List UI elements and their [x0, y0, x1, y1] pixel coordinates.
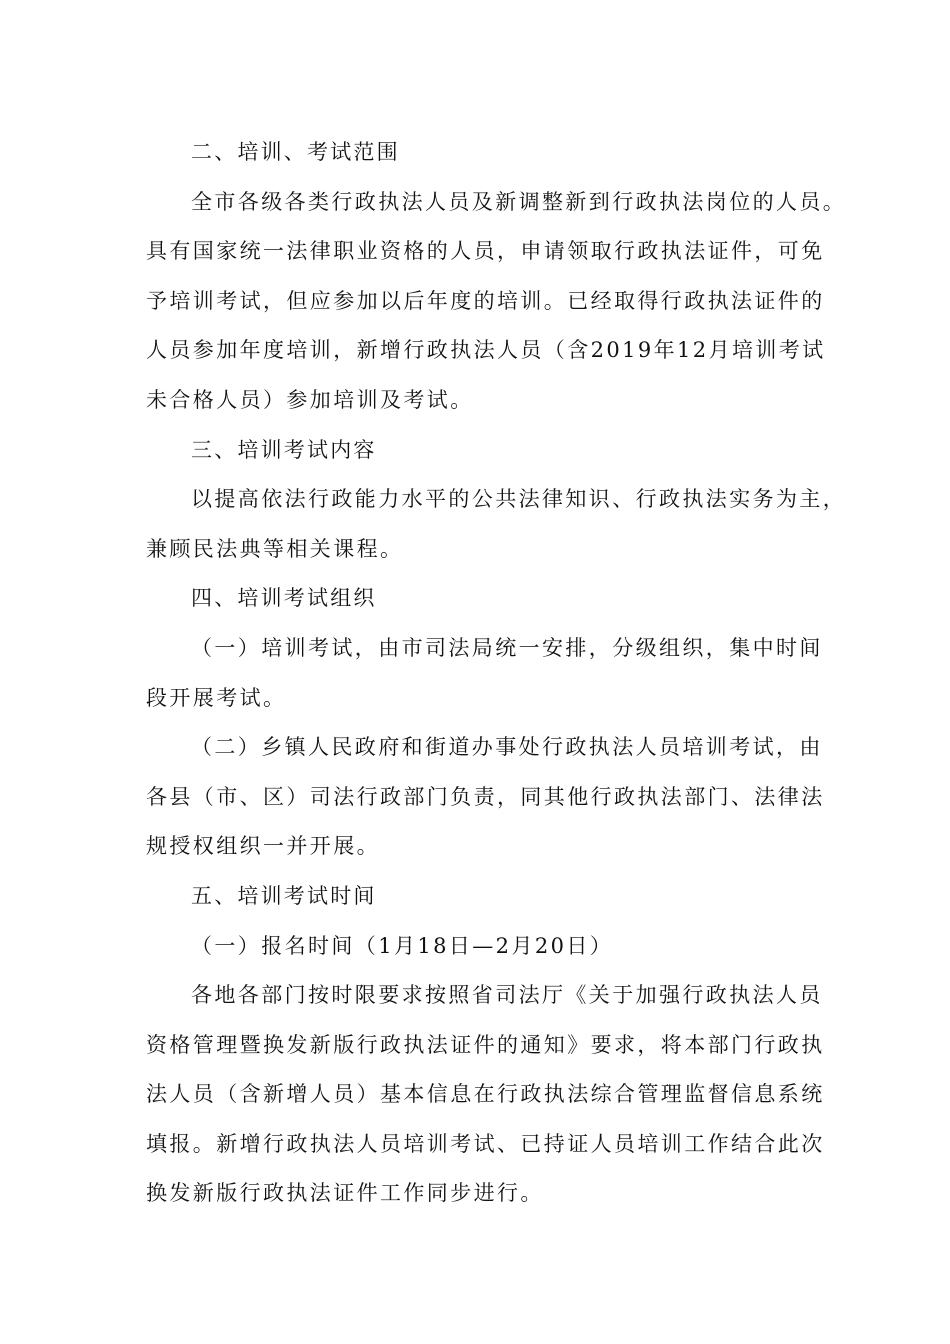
paragraph-line: （二）乡镇人民政府和街道办事处行政执法人员培训考试，由	[191, 735, 823, 760]
paragraph-line: 人员参加年度培训，新增行政执法人员（含2019年12月培训考试	[146, 338, 826, 363]
paragraph-line: 未合格人员）参加培训及考试。	[146, 387, 474, 412]
paragraph-line: 予培训考试，但应参加以后年度的培训。已经取得行政执法证件的	[146, 288, 825, 313]
subheading-line: （一）报名时间（1月18日—2月20日）	[191, 933, 614, 958]
section-heading-5: 五、培训考试时间	[191, 883, 377, 908]
paragraph-line: 换发新版行政执法证件工作同步进行。	[146, 1181, 544, 1206]
section-heading-2: 二、培训、考试范围	[191, 140, 400, 164]
paragraph-line: 段开展考试。	[146, 685, 287, 710]
paragraph-line: 规授权组织一并开展。	[146, 834, 380, 859]
paragraph-line: 填报。新增行政执法人员培训考试、已持证人员培训工作结合此次	[146, 1131, 825, 1156]
paragraph-line: 资格管理暨换发新版行政执法证件的通知》要求，将本部门行政执	[146, 1032, 825, 1057]
paragraph-line: （一）培训考试，由市司法局统一安排，分级组织，集中时间	[191, 635, 823, 660]
document-body	[146, 128, 847, 1219]
section-heading-4: 四、培训考试组织	[191, 586, 377, 611]
section-heading-3: 三、培训考试内容	[191, 437, 377, 462]
paragraph-line: 法人员（含新增人员）基本信息在行政执法综合管理监督信息系统	[146, 1082, 825, 1107]
paragraph-line: 具有国家统一法律职业资格的人员，申请领取行政执法证件，可免	[146, 239, 825, 264]
paragraph-line: 各县（市、区）司法行政部门负责，同其他行政执法部门、法律法	[146, 784, 825, 809]
paragraph-line: 以提高依法行政能力水平的公共法律知识、行政执法实务为主，	[191, 487, 847, 512]
paragraph-line: 全市各级各类行政执法人员及新调整新到行政执法岗位的人员。	[191, 189, 847, 214]
paragraph-line: 兼顾民法典等相关课程。	[146, 536, 404, 561]
paragraph-line: 各地各部门按时限要求按照省司法厅《关于加强行政执法人员	[191, 983, 823, 1008]
